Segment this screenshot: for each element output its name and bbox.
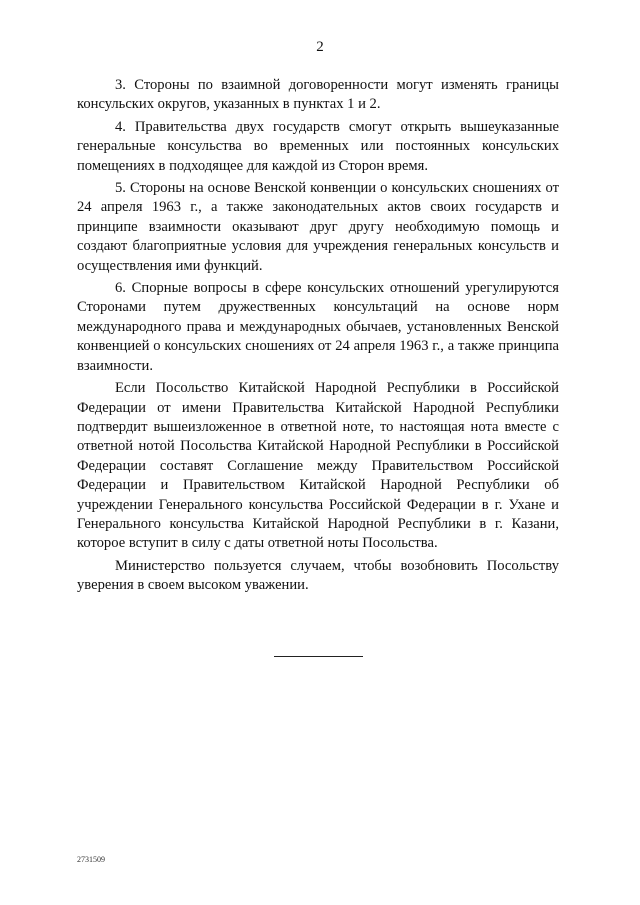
end-divider-line [274,656,363,657]
paragraph-6-dispute-resolution: 6. Спорные вопросы в сфере консульских отношений урегулируются Сторонами путем дружественных консультаций на основе норм международного права и международных обычаев, установленных Венской конвенцией о консульских сношениях от 24 апреля 1963 г., а также принципа взаимности. [77,280,559,374]
paragraph-agreement-clause: Если Посольство Китайской Народной Республики в Российской Федерации от имени Правительства Китайской Народной Республики подтвердит вышеизложенное в ответной ноте, то настоящая нота вместе с ответной нотой Посольства Китайской Народной Республики в Российской Федерации составят Соглашение между Правительством Российской Федерации и Правительством Китайской Народной Республики об учреждении Генерального консульства Российской Федерации в г. Ухане и Генерального консульства Китайской Народной Республики в г. Казани, которое вступит в силу с даты ответной ноты Посольства. [77,380,559,552]
paragraph-4-consulate-premises: 4. Правительства двух государств смогут открыть вышеуказанные генеральные консульства во временных или постоянных консульских помещениях в подходящее для каждой из Сторон время. [77,118,559,174]
paragraph-5-vienna-convention: 5. Стороны на основе Венской конвенции о консульских сношениях от 24 апреля 1963 г., а также законодательных актов своих государств и принципе взаимности оказывают друг другу необходимую помощь и создают благоприятные условия для учреждения генеральных консульств и осуществления ими функций. [77,180,559,274]
document-body [77,76,559,599]
document-code: 2731509 [77,855,105,864]
paragraph-3-consular-districts: 3. Стороны по взаимной договоренности могут изменять границы консульских округов, указанных в пунктах 1 и 2. [77,77,559,113]
page-number: 2 [316,39,324,55]
paragraph-closing-courtesy: Министерство пользуется случаем, чтобы возобновить Посольству уверения в своем высоком уважении. [77,557,559,594]
